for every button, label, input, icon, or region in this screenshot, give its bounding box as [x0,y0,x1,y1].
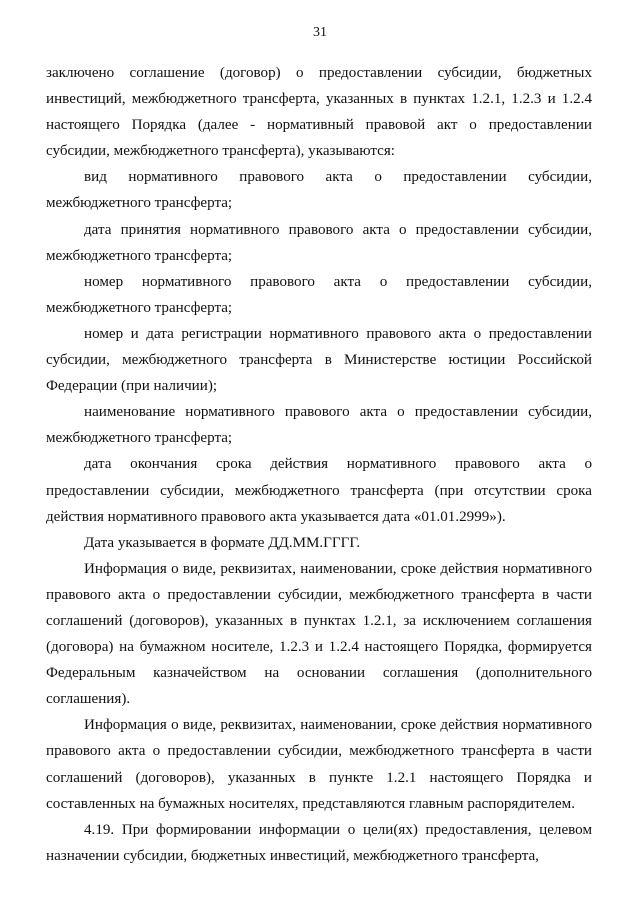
paragraph-act-date: дата принятия нормативного правового акта о предоставлении субсидии, межбюджетного трансферта; [46,221,592,264]
paragraph-act-expiry: дата окончания срока действия нормативного правового акта о предоставлении субсидии, межбюджетного трансферта (при отсутствии срока действия нормативного правового акта указывается дата «01.01.2999»). [46,456,592,525]
paragraph-4-19: 4.19. При формировании информации о цели(ях) предоставления, целевом назначении субсидии, бюджетных инвестиций, межбюджетного трансферта, [46,821,592,864]
document-body [46,60,592,869]
paragraph-act-registration: номер и дата регистрации нормативного правового акта о предоставлении субсидии, межбюджетного трансферта в Министерстве юстиции Российской Федерации (при наличии); [46,325,592,395]
page-number: 31 [313,25,327,40]
paragraph-act-name: наименование нормативного правового акта о предоставлении субсидии, межбюджетного трансферта; [46,404,592,447]
paragraph-paper-info: Информация о виде, реквизитах, наименовании, сроке действия нормативного правового акта о предоставлении субсидии, межбюджетного трансферта в части соглашений (договоров), указанных в пункте 1.2.1 настоящего Порядка и составленных на бумажных носителях, представляются главным распорядителем. [46,717,592,812]
paragraph-act-number: номер нормативного правового акта о предоставлении субсидии, межбюджетного трансферта; [46,273,592,316]
paragraph-treasury-info: Информация о виде, реквизитах, наименовании, сроке действия нормативного правового акта о предоставлении субсидии, межбюджетного трансферта в части соглашений (договоров), указанных в пунктах 1.2.1, за исключением соглашения (договора) на бумажном носителе, 1.2.3 и 1.2.4 настоящего Порядка, формируется Федеральным казначейством на основании соглашения (дополнительного соглашения). [46,560,592,708]
paragraph-act-type: вид нормативного правового акта о предоставлении субсидии, межбюджетного трансферта; [46,169,592,212]
paragraph-date-format: Дата указывается в формате ДД.ММ.ГГГГ. [84,534,361,551]
paragraph-continuation: заключено соглашение (договор) о предоставлении субсидии, бюджетных инвестиций, межбюджетного трансферта, указанных в пунктах 1.2.1, 1.2.3 и 1.2.4 настоящего Порядка (далее - нормативный правовой акт о предоставлении субсидии, межбюджетного трансферта), указываются: [46,65,592,160]
